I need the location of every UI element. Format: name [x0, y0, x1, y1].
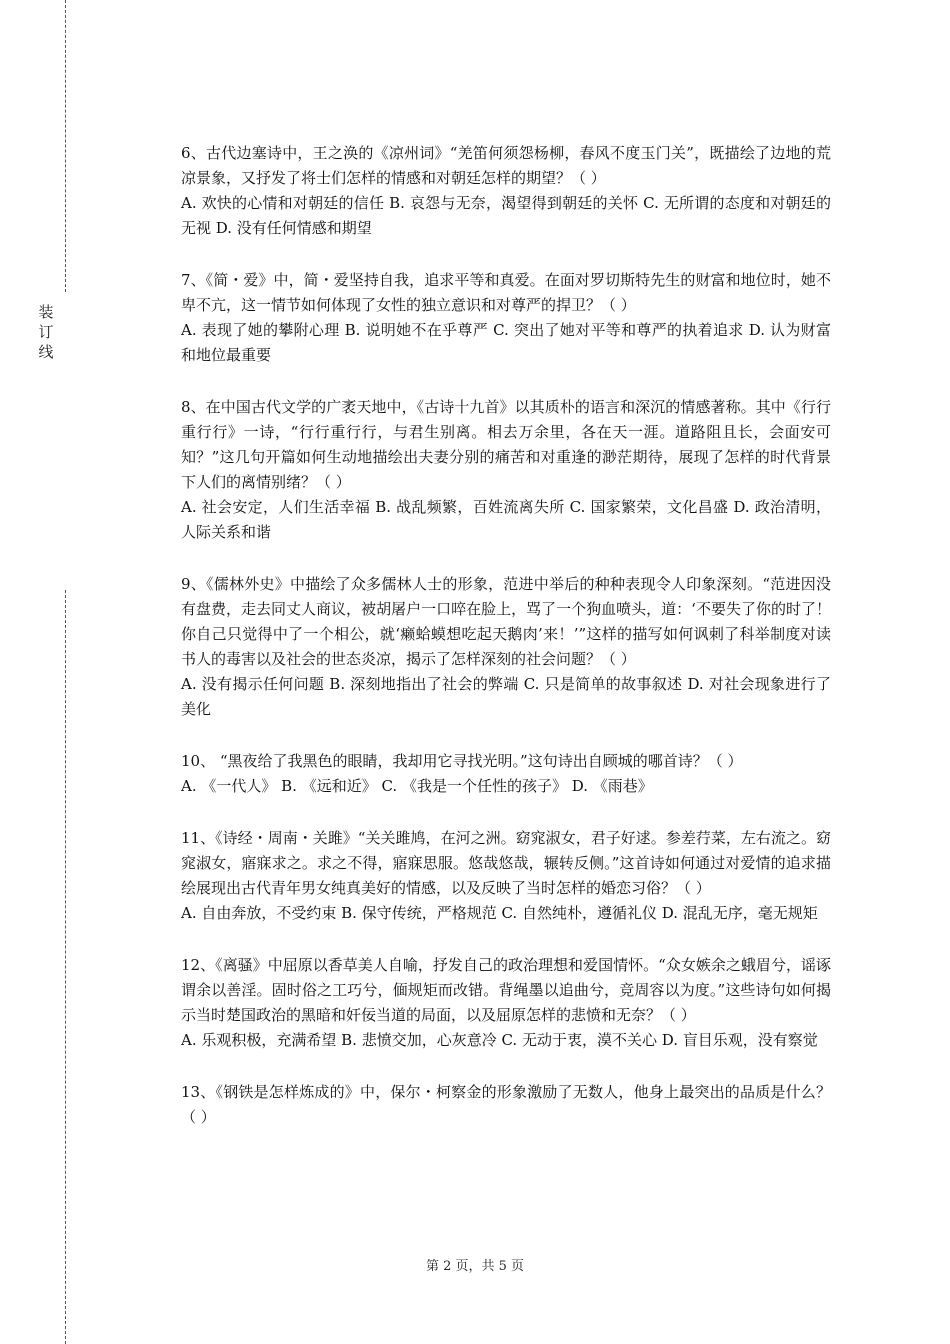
binding-label [36, 302, 56, 362]
question-stem: 7、《简・爱》中，简・爱坚持自我，追求平等和真爱。在面对罗切斯特先生的财富和地位时，她不卑不亢，这一情节如何体现了女性的独立意识和对尊严的捍卫？（ ） [181, 271, 831, 314]
binding-label-char: 订 [38, 323, 54, 341]
question-stem: 13、《钢铁是怎样炼成的》中，保尔・柯察金的形象激励了无数人，他身上最突出的品质是什么？（ ） [181, 1083, 831, 1126]
binding-label-char: 装 [38, 303, 54, 321]
binding-line-bottom [65, 590, 66, 1344]
question-10 [181, 749, 831, 799]
question-options: A. 自由奔放，不受约束 B. 保守传统，严格规范 C. 自然纯朴，遵循礼仪 D. 混乱无序，毫无规矩 [181, 904, 818, 922]
question-8 [181, 395, 831, 545]
question-options: A. 《一代人》 B. 《远和近》 C. 《我是一个任性的孩子》 D. 《雨巷》 [181, 777, 653, 795]
question-stem: 8、在中国古代文学的广袤天地中，《古诗十九首》以其质朴的语言和深沉的情感著称。其中《行行重行行》一诗，“行行重行行，与君生别离。相去万余里，各在天一涯。道路阻且长，会面安可知？”这几句开篇如何生动地描绘出夫妻分别的痛苦和对重逢的渺茫期待，展现了怎样的时代背景下人们的离情别绪？（ ） [181, 398, 831, 491]
question-9 [181, 572, 831, 722]
question-stem: 9、《儒林外史》中描绘了众多儒林人士的形象，范进中举后的种种表现令人印象深刻。“范进因没有盘费，走去同丈人商议，被胡屠户一口啐在脸上，骂了一个狗血喷头，道：‘不要失了你的时了！你自己只觉得中了一个相公，就‘癞蛤蟆想吃起天鹅肉’来！’”这样的描写如何讽刺了科举制度对读书人的毒害以及社会的世态炎凉，揭示了怎样深刻的社会问题？（ ） [181, 575, 831, 668]
question-options: A. 没有揭示任何问题 B. 深刻地指出了社会的弊端 C. 只是简单的故事叙述 D. 对社会现象进行了美化 [181, 675, 831, 718]
question-stem: 12、《离骚》中屈原以香草美人自喻，抒发自己的政治理想和爱国情怀。“众女嫉余之蛾眉兮，谣诼谓余以善淫。固时俗之工巧兮，偭规矩而改错。背绳墨以追曲兮，竞周容以为度。”这些诗句如何揭示当时楚国政治的黑暗和奸佞当道的局面，以及屈原怎样的悲愤和无奈？（ ） [181, 956, 831, 1024]
question-list [181, 141, 831, 1157]
question-options: A. 欢快的心情和对朝廷的信任 B. 哀怨与无奈，渴望得到朝廷的关怀 C. 无所谓的态度和对朝廷的无视 D. 没有任何情感和期望 [181, 194, 831, 237]
question-11 [181, 826, 831, 926]
question-options: A. 社会安定，人们生活幸福 B. 战乱频繁，百姓流离失所 C. 国家繁荣，文化昌盛 D. 政治清明，人际关系和谐 [181, 498, 831, 541]
question-options: A. 乐观积极，充满希望 B. 悲愤交加，心灰意冷 C. 无动于衷，漠不关心 D. 盲目乐观，没有察觉 [181, 1031, 818, 1049]
question-stem: 11、《诗经・周南・关雎》“关关雎鸠，在河之洲。窈窕淑女，君子好逑。参差荇菜，左右流之。窈窕淑女，寤寐求之。求之不得，寤寐思服。悠哉悠哉，辗转反侧。”这首诗如何通过对爱情的追求描绘展现出古代青年男女纯真美好的情感，以及反映了当时怎样的婚恋习俗？（ ） [181, 829, 831, 897]
binding-line-top [65, 0, 66, 292]
binding-label-char: 线 [38, 343, 54, 361]
question-13 [181, 1080, 831, 1130]
question-options: A. 表现了她的攀附心理 B. 说明她不在乎尊严 C. 突出了她对平等和尊严的执着追求 D. 认为财富和地位最重要 [181, 321, 831, 364]
question-stem: 6、古代边塞诗中，王之涣的《凉州词》“羌笛何须怨杨柳，春风不度玉门关”，既描绘了边地的荒凉景象，又抒发了将士们怎样的情感和对朝廷怎样的期望？（ ） [181, 144, 831, 187]
question-6 [181, 141, 831, 241]
page-number: 第 2 页，共 5 页 [425, 1259, 525, 1274]
question-stem: 10、 “黑夜给了我黑色的眼睛，我却用它寻找光明。”这句诗出自顾城的哪首诗？（ ） [181, 752, 743, 770]
question-7 [181, 268, 831, 368]
question-12 [181, 953, 831, 1053]
